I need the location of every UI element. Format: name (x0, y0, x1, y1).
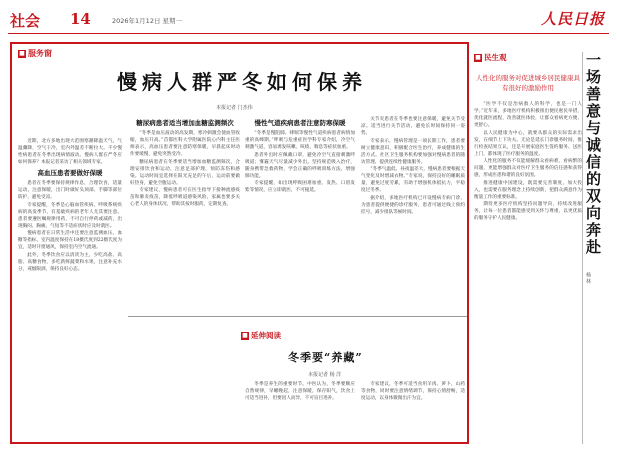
paragraph: “冬季气温低、昼夜温差大，慢病患者要根据天气变化及时增减衣物。”专家说，保持良好的睡眠质量，避免过度劳累，有助于增强机体抵抗力，平稳度过冬季。 (361, 167, 465, 193)
masthead (8, 8, 609, 34)
paragraph: 专家提醒，冬季是心脑血管疾病、呼吸系统疾病的高发季节，有基础疾病的老年人尤其要注意。患者要遵医嘱规律用药，不可自行停药或减药，出现胸闷、胸痛、气短等不适症状时应及时就医。 (18, 202, 122, 229)
feature-headline: 慢病人群严冬如何保养 (117, 70, 367, 94)
commentary-headline: 一场善意与诚信的双向奔赴 (584, 52, 602, 256)
subhead: 糖尿病患者适当增加血糖监测频次 (136, 119, 234, 127)
paragraph: 专家提醒，如出现呼吸困难加重、发热、口唇发紫等情况，应立即就医，不可拖延。 (245, 181, 355, 193)
paragraph: 关节炎患者在冬季也要注意保暖，避免关节受凉。适当进行关节活动，避免长时间保持同一姿势。 (361, 117, 465, 136)
sub-column-2 (361, 381, 465, 441)
commentary-column (585, 52, 613, 444)
commentary-byline: 杨 林 (585, 272, 591, 284)
square-icon: ■ (242, 332, 248, 339)
minsheng-column (474, 52, 582, 444)
feature-kicker (18, 48, 52, 59)
section-divider (128, 316, 467, 317)
paragraph: 近期，北方多地出现大范围寒潮降温天气，气温骤降，空气干冷，室内外温差不断拉大。不少慢性病患者在冬季出现病情波动。慢病人群在严冬应如何保养？本报记者采访了相关领域专家。 (18, 139, 122, 165)
paragraph: 冬季是养生的重要时节。中医认为，冬季要顺应自然规律，早睡晚起，注意保暖，保存阳气，饮食上可适当进补，但要因人而异，不可盲目进补。 (245, 382, 355, 401)
paragraph: 专家建议，慢病患者可在医生指导下接种流感疫苗和肺炎疫苗，降低呼吸道感染风险。家属也要多关心老人的身体状况，帮助其按时服药、定期复查。 (130, 188, 240, 207)
paragraph: 专家表示，慢病管理是一项长期工作，患者要树立健康意识，积极配合医生治疗，养成健康的生活方式。社区卫生服务机构要加强对慢病患者的随访管理，提供连续性健康服务。 (361, 138, 465, 165)
subhead: 慢性气道疾病患者注意防寒保暖 (254, 119, 346, 127)
feature-column-2 (130, 116, 240, 312)
square-icon: ■ (475, 54, 481, 61)
paragraph: 慢病患者在日常生活中还要注意监测血压、血糖等指标，室内温度保持在18摄氏度到22摄氏度为宜，适时开窗通风，保持室内空气流通。 (18, 231, 122, 250)
sub-headline: 冬季要“养藏” (288, 351, 363, 364)
paragraph: 此外，冬季饮食应以清淡为主，少吃高盐、高脂、高糖食物，多吃新鲜蔬菜和水果，注意补充水分，戒烟限酒，保持良好心态。 (18, 252, 122, 272)
sub-column-1 (245, 381, 355, 441)
feature-column-4 (361, 116, 465, 312)
paragraph: 患者在冬季要保持规律作息，合理饮食，适量运动，注意保暖，出门时做好头颈部、手脚等部位防护，避免受凉。 (18, 181, 122, 200)
paragraph: 患者外出时应佩戴口罩，避免冷空气直接刺激呼吸道；雾霾天气尽量减少外出。坚持规范吸入治疗，随身携带急救药物，学会正确的呼吸训练方法，增强肺功能。 (245, 152, 355, 179)
side-kicker-label: 民生观 (484, 53, 507, 62)
paragraph: “冬季是慢阻肺、哮喘等慢性气道疾病患者病情加重的高峰期。”呼吸与危重症医学科专家介绍，冷空气刺激气道，容易诱发咳嗽、咳痰、喘息等症状加重。 (245, 131, 355, 150)
column-rule (582, 52, 583, 444)
paragraph: 专家建议，冬季可适当食用羊肉、萝卜、山药等食物，同时要注意情绪调节，保持心情舒畅，适度运动，以身体微微出汗为宜。 (361, 382, 465, 401)
feature-article (10, 42, 469, 444)
paragraph: 据介绍，多地医疗机构已开设慢病专病门诊，为患者提供便捷的诊疗服务，患者可通过线上预约挂号，减少排队等候时间。 (361, 195, 465, 215)
paragraph: 期待更多医疗机构坚持问题导向，持续改进服务，让每一位患者都能感受到关怀与尊重，以更优质的服务守护人民健康。 (474, 202, 582, 221)
feature-byline: 本报记者 门杰伟 (216, 105, 253, 111)
paragraph: 以人民健康为中心，就要从群众的实际需求出发，在细节上下功夫。无论是延长门诊服务时间、推行检查结果互认，还是开展家庭医生签约服务、送医上门，都体现了医疗服务的温度。 (474, 130, 582, 157)
square-icon: ■ (19, 49, 25, 57)
paragraph: 推进健康中国建设，既需要完善制度、加大投入，也需要在服务理念上持续创新，把群众满意作为衡量工作的重要标准。 (474, 180, 582, 200)
sub-kicker (241, 330, 281, 341)
feature-column-1 (18, 138, 122, 438)
paragraph: “医学不仅是治病救人的科学，也是一门人学。”近年来，多地医疗机构积极推出便民惠民举措，优化就医流程，改善就医体验，让群众看病更方便、更舒心。 (474, 102, 582, 128)
sub-kicker-label: 延伸阅读 (251, 331, 281, 340)
dateline: 2026年1月12日 星期一 (112, 17, 183, 25)
side-title: 人性化的服务对促进城乡居民健康具有很好的激励作用 (476, 74, 580, 92)
side-kicker (474, 52, 582, 63)
paragraph: 人性化的服务不仅能缓解群众看病难、看病繁的问题，更能增强群众对医疗卫生服务的信任感和获得感，形成医患和谐的良好氛围。 (474, 159, 582, 178)
sub-byline: 本报记者 杨 洋 (308, 372, 342, 378)
newspaper-logo: 人民日报 (540, 10, 605, 28)
subhead: 高血压患者要做好保暖 (37, 169, 103, 177)
paragraph: 糖尿病患者在冬季要适当增加血糖监测频次，合理安排饮食和运动，注意足部护理，预防冻伤和感染。运动时间宜选择在阳光充足的午后，运动前要做好热身，避免空腹运动。 (130, 159, 240, 186)
page-number: 14 (70, 10, 91, 28)
paragraph: “冬季是血压波动的高发期，寒冷刺激会使血管收缩，血压升高。”首都医科大学附属医院心内科主任医师表示，高血压患者要注意防寒保暖，早晨起床时动作要缓慢，避免突然受冷。 (130, 131, 240, 157)
feature-kicker-label: 服务窗 (28, 49, 52, 58)
side-text (474, 101, 582, 401)
section-name: 社会 (10, 12, 41, 30)
feature-column-3 (245, 116, 355, 312)
